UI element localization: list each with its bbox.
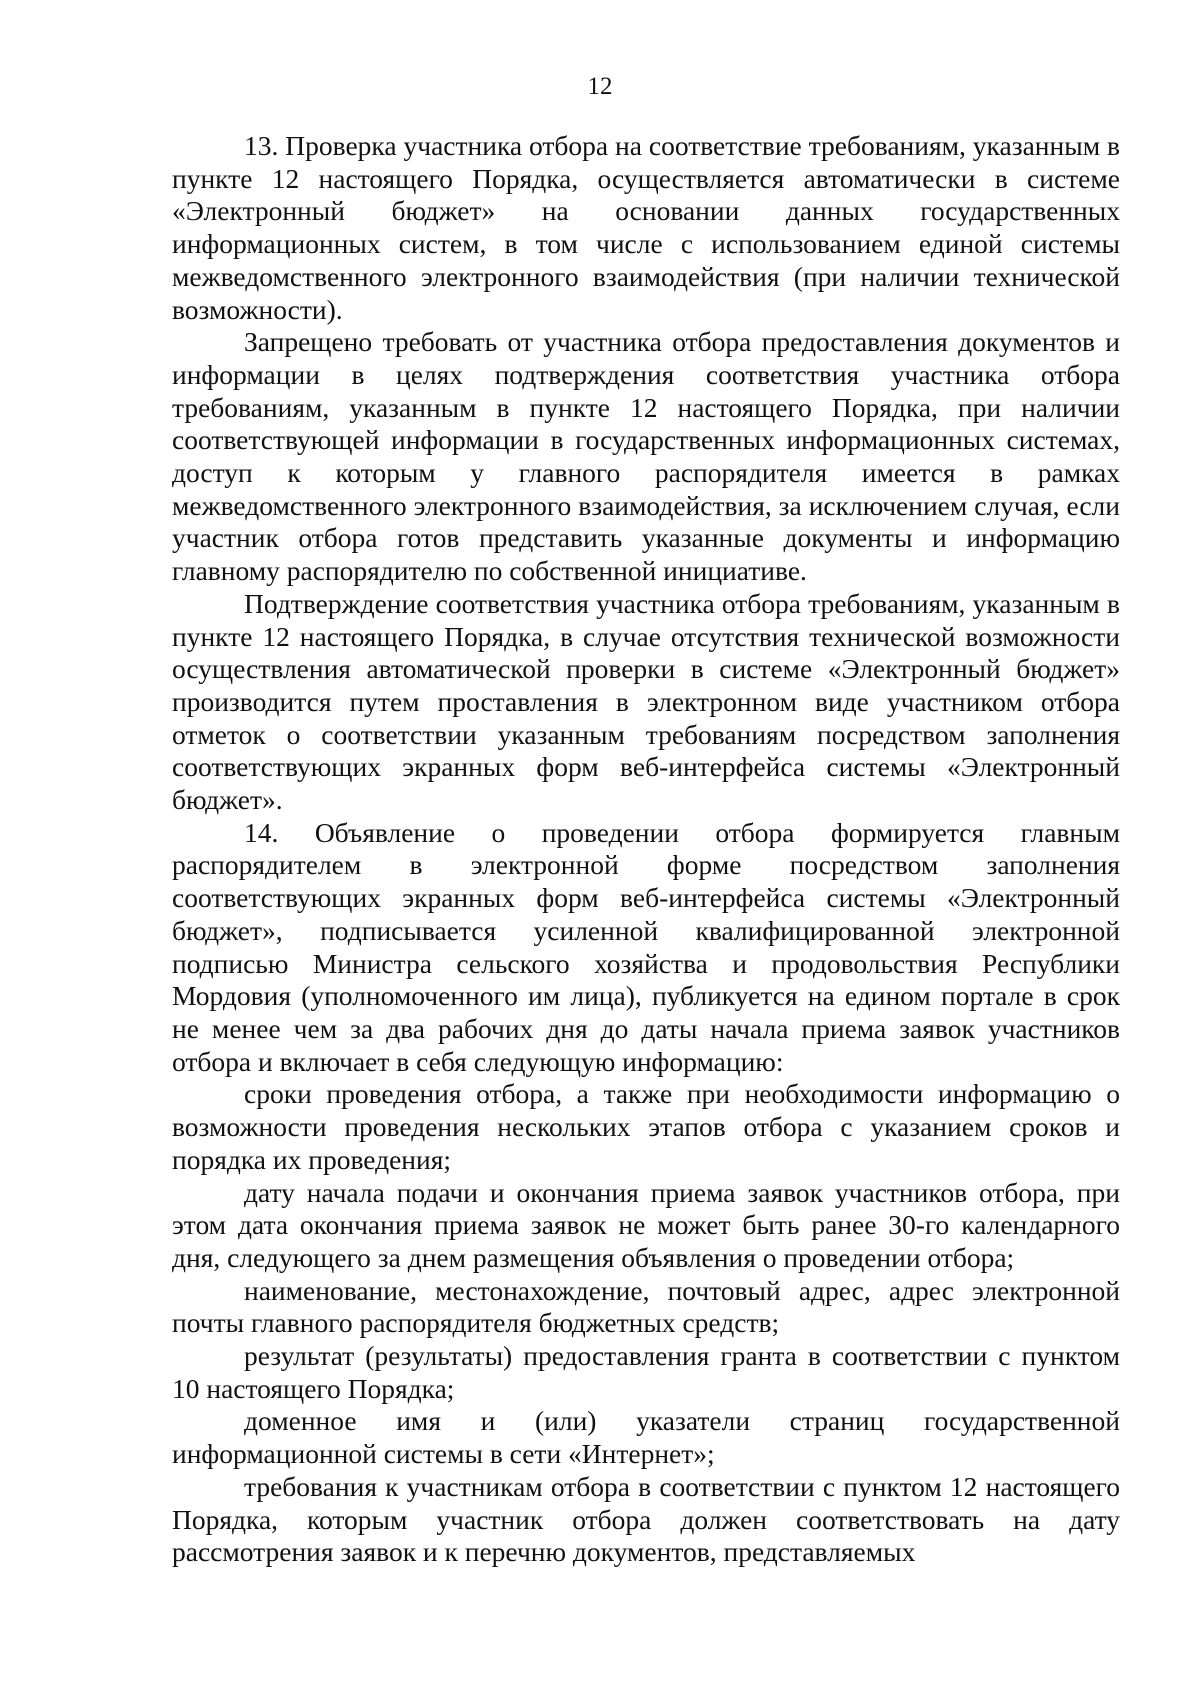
list-item-dates: дату начала подачи и окончания приема заявок участников отбора, при этом дата окончания приема заявок не может быть ранее 30-го календарного дня, следующего за днем размещения объявления о проведении отбора;: [172, 1176, 1120, 1273]
paragraph-confirmation: Подтверждение соответствия участника отбора требованиям, указанным в пункте 12 настоящего Порядка, в случае отсутствия технической возможности осуществления автоматической проверки в системе «Электронный бюджет» производится путем проставления в электронном виде участником отбора отметок о соответствии указанным требованиям посредством заполнения соответствующих экранных форм веб-интерфейса системы «Электронный бюджет».: [172, 587, 1120, 816]
list-item-contacts: наименование, местонахождение, почтовый адрес, адрес электронной почты главного распорядителя бюджетных средств;: [172, 1274, 1120, 1339]
list-item-requirements: требования к участникам отбора в соответствии с пунктом 12 настоящего Порядка, которым участник отбора должен соответствовать на дату рассмотрения заявок и к перечню документов, представляемых: [172, 1470, 1120, 1568]
list-item-terms: сроки проведения отбора, а также при необходимости информацию о возможности проведения нескольких этапов отбора с указанием сроков и порядка их проведения;: [172, 1078, 1120, 1175]
document-body: [172, 130, 1120, 1569]
list-item-domain: доменное имя и (или) указатели страниц государственной информационной системы в сети «Интернет»;: [172, 1405, 1120, 1470]
paragraph-14: 14. Объявление о проведении отбора формируется главным распорядителем в электронной форме посредством заполнения соответствующих экранных форм веб-интерфейса системы «Электронный бюджет», подписывается усиленной квалифицированной электронной подписью Министра сельского хозяйства и продовольствия Республики Мордовия (уполномоченного им лица), публикуется на едином портале в срок не менее чем за два рабочих дня до даты начала приема заявок участников отбора и включает в себя следующую информацию:: [172, 816, 1120, 1077]
page-number: 12: [587, 73, 613, 100]
paragraph-13: 13. Проверка участника отбора на соответствие требованиям, указанным в пункте 12 настоящего Порядка, осуществляется автоматически в системе «Электронный бюджет» на основании данных государственных информационных систем, в том числе с использованием единой системы межведомственного электронного взаимодействия (при наличии технической возможности).: [172, 130, 1120, 325]
list-item-results: результат (результаты) предоставления гранта в соответствии с пунктом 10 настоящего Порядка;: [172, 1340, 1120, 1404]
paragraph-prohibition: Запрещено требовать от участника отбора предоставления документов и информации в целях подтверждения соответствия участника отбора требованиям, указанным в пункте 12 настоящего Порядка, при наличии соответствующей информации в государственных информационных системах, доступ к которым у главного распорядителя имеется в рамках межведомственного электронного взаимодействия, за исключением случая, если участник отбора готов представить указанные документы и информацию главному распорядителю по собственной инициативе.: [172, 326, 1120, 587]
